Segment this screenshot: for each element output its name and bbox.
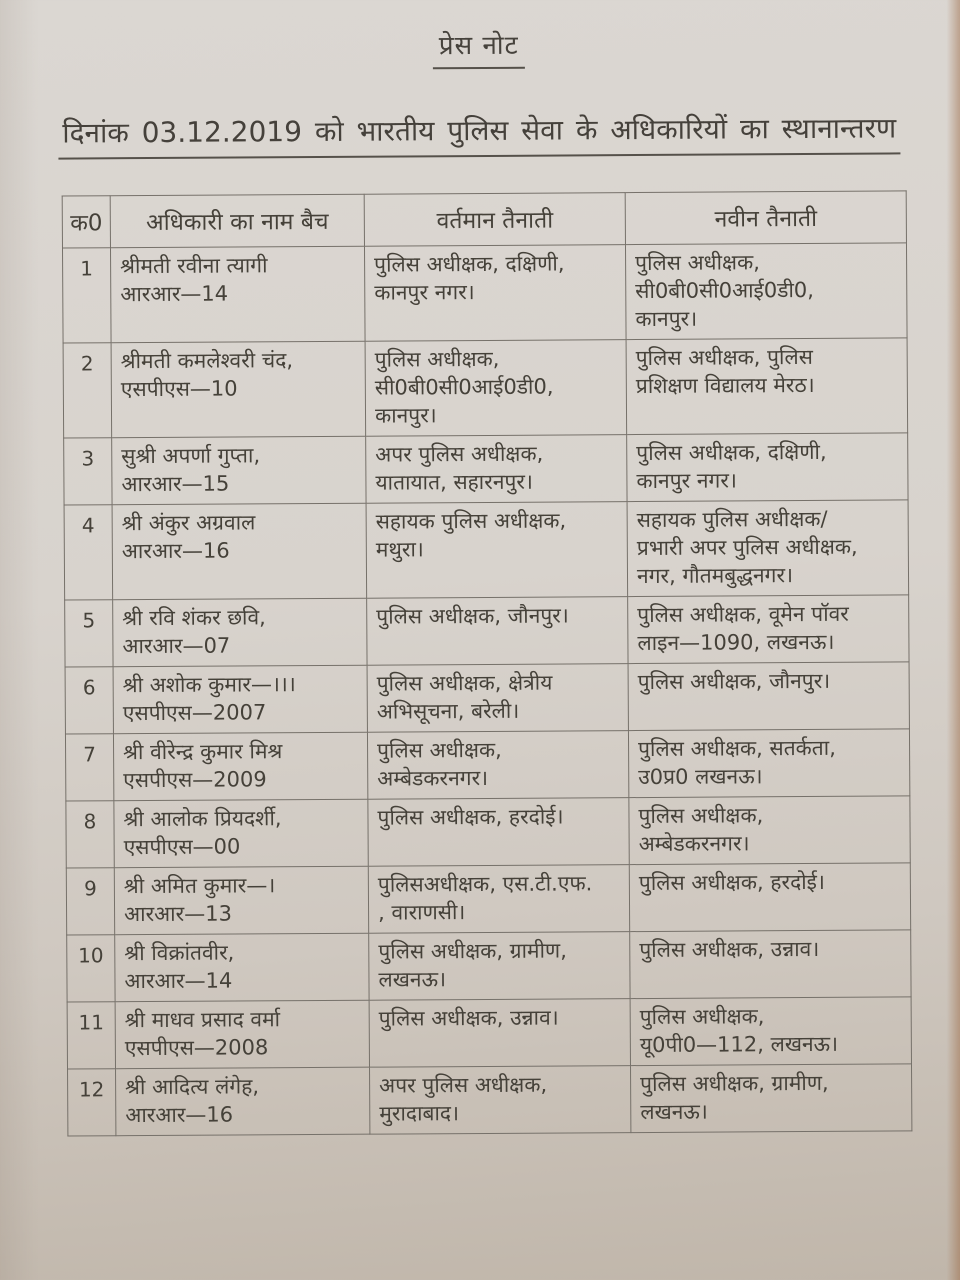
serial-cell: 7 [65, 734, 113, 801]
serial-cell: 3 [64, 438, 112, 505]
serial-cell: 11 [67, 1002, 115, 1069]
current-posting-cell: पुलिस अधीक्षक, हरदोई। [368, 798, 629, 867]
table-row [67, 930, 911, 1002]
serial-cell: 4 [64, 505, 113, 600]
new-posting-cell: पुलिस अधीक्षक, उन्नाव। [630, 930, 911, 999]
header-officer-name-batch: अधिकारी का नाम बैच [110, 194, 364, 248]
serial-cell: 6 [65, 667, 113, 734]
officer-name-cell: श्री वीरेन्द्र कुमार मिश्र एसपीएस—2009 [113, 732, 367, 801]
page-subtitle: दिनांक 03.12.2019 को भारतीय पुलिस सेवा के अधिकारियों का स्थानान्तरण [58, 108, 900, 159]
current-posting-cell: पुलिस अधीक्षक, जौनपुर। [367, 597, 628, 666]
new-posting-cell: पुलिस अधीक्षक, वूमेन पॉवर लाइन—1090, लखनऊ। [628, 595, 909, 664]
new-posting-cell: पुलिस अधीक्षक, दक्षिणी, कानपुर नगर। [627, 433, 908, 502]
table-row [65, 729, 909, 801]
current-posting-cell: पुलिसअधीक्षक, एस.टी.एफ. , वाराणसी। [368, 865, 629, 934]
table-row [66, 863, 910, 935]
officer-name-cell: श्री माधव प्रसाद वर्मा एसपीएस—2008 [115, 1000, 369, 1069]
table-row [65, 595, 909, 667]
current-posting-cell: पुलिस अधीक्षक, अम्बेडकरनगर। [367, 731, 628, 800]
new-posting-cell: पुलिस अधीक्षक, जौनपुर। [628, 662, 909, 731]
current-posting-cell: पुलिस अधीक्षक, दक्षिणी, कानपुर नगर। [364, 245, 626, 342]
page-title: प्रेस नोट [433, 26, 525, 70]
page-content [0, 23, 960, 1137]
serial-cell: 10 [67, 935, 115, 1002]
current-posting-cell: अपर पुलिस अधीक्षक, यातायात, सहारनपुर। [366, 435, 627, 504]
current-posting-cell: पुलिस अधीक्षक, सी0बी0सी0आई0डी0, कानपुर। [365, 340, 627, 437]
serial-cell: 2 [63, 343, 112, 438]
table-row [64, 500, 909, 600]
table-row [68, 1064, 912, 1136]
header-serial: क0 [62, 196, 110, 248]
transfer-table-body [62, 243, 911, 1136]
table-row [67, 997, 911, 1069]
current-posting-cell: पुलिस अधीक्षक, क्षेत्रीय अभिसूचना, बरेली। [367, 664, 628, 733]
officer-name-cell: श्री अमित कुमार—। आरआर—13 [114, 866, 368, 935]
table-row [66, 796, 910, 868]
current-posting-cell: पुलिस अधीक्षक, उन्नाव। [369, 999, 630, 1068]
officer-name-cell: श्रीमती रवीना त्यागी आरआर—14 [110, 246, 365, 343]
new-posting-cell: पुलिस अधीक्षक, यू0पी0—112, लखनऊ। [630, 997, 911, 1066]
table-row [64, 433, 908, 505]
new-posting-cell: पुलिस अधीक्षक, सी0बी0सी0आई0डी0, कानपुर। [625, 243, 907, 340]
serial-cell: 8 [66, 801, 114, 868]
table-row [63, 338, 908, 438]
current-posting-cell: अपर पुलिस अधीक्षक, मुरादाबाद। [370, 1066, 631, 1135]
new-posting-cell: सहायक पुलिस अधीक्षक/ प्रभारी अपर पुलिस अधीक्षक, नगर, गौतमबुद्धनगर। [627, 500, 909, 597]
officer-name-cell: श्री रवि शंकर छवि, आरआर—07 [113, 598, 367, 667]
serial-cell: 12 [68, 1069, 116, 1136]
officer-name-cell: श्री अशोक कुमार—।।। एसपीएस—2007 [113, 665, 367, 734]
current-posting-cell: पुलिस अधीक्षक, ग्रामीण, लखनऊ। [369, 932, 630, 1001]
officer-name-cell: श्री अंकुर अग्रवाल आरआर—16 [112, 503, 367, 600]
officer-name-cell: श्री विक्रांतवीर, आरआर—14 [115, 933, 369, 1002]
new-posting-cell: पुलिस अधीक्षक, सतर्कता, उ0प्र0 लखनऊ। [628, 729, 909, 798]
serial-cell: 9 [66, 868, 114, 935]
serial-cell: 5 [65, 600, 113, 667]
new-posting-cell: पुलिस अधीक्षक, पुलिस प्रशिक्षण विद्यालय मेरठ। [626, 338, 908, 435]
new-posting-cell: पुलिस अधीक्षक, अम्बेडकरनगर। [629, 796, 910, 865]
officer-name-cell: श्री आदित्य लंगेह, आरआर—16 [116, 1067, 370, 1136]
officer-name-cell: श्री आलोक प्रियदर्शी, एसपीएस—00 [114, 799, 368, 868]
table-row [62, 243, 907, 343]
transfer-table [62, 190, 913, 1136]
officer-name-cell: सुश्री अपर्णा गुप्ता, आरआर—15 [112, 436, 366, 505]
current-posting-cell: सहायक पुलिस अधीक्षक, मथुरा। [366, 502, 628, 599]
officer-name-cell: श्रीमती कमलेश्वरी चंद, एसपीएस—10 [111, 341, 366, 438]
table-row [65, 662, 909, 734]
table-header-row [62, 191, 906, 248]
new-posting-cell: पुलिस अधीक्षक, ग्रामीण, लखनऊ। [630, 1064, 911, 1133]
header-new-posting: नवीन तैनाती [625, 191, 906, 245]
new-posting-cell: पुलिस अधीक्षक, हरदोई। [629, 863, 910, 932]
header-current-posting: वर्तमान तैनाती [364, 193, 625, 247]
serial-cell: 1 [62, 248, 111, 343]
